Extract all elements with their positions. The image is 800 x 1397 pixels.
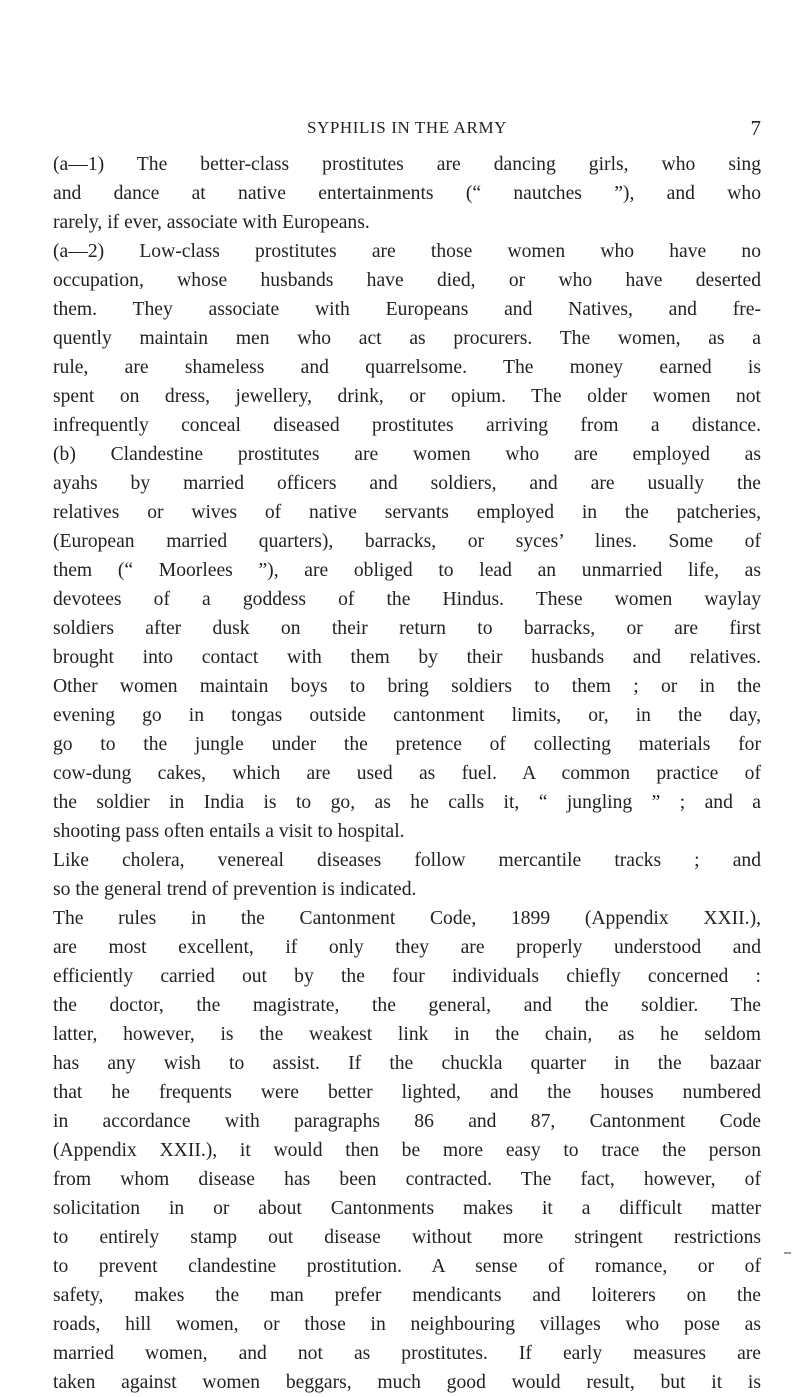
text-line: infrequently conceal diseased prostitutes arriving from a distance. bbox=[53, 415, 761, 436]
page-number: 7 bbox=[750, 116, 761, 140]
text-line: latter, however, is the weakest link in the chain, as he seldom bbox=[53, 1024, 761, 1045]
text-line: so the general trend of prevention is indicated. bbox=[53, 879, 417, 900]
text-line: to entirely stamp out disease without more stringent restrictions bbox=[53, 1227, 761, 1248]
text-line: spent on dress, jewellery, drink, or opium. The older women not bbox=[53, 386, 761, 407]
text-line: brought into contact with them by their husbands and relatives. bbox=[53, 647, 761, 668]
text-line: safety, makes the man prefer mendicants and loiterers on the bbox=[53, 1285, 761, 1306]
text-line: evening go in tongas outside cantonment limits, or, in the day, bbox=[53, 705, 761, 726]
book-page bbox=[53, 118, 761, 1397]
text-line: (Appendix XXII.), it would then be more easy to trace the person bbox=[53, 1140, 761, 1161]
text-line: taken against women beggars, much good would result, but it is bbox=[53, 1372, 761, 1393]
text-line: in accordance with paragraphs 86 and 87, Cantonment Code bbox=[53, 1111, 761, 1132]
text-line: cow-dung cakes, which are used as fuel. A common practice of bbox=[53, 763, 761, 784]
text-line: solicitation in or about Cantonments makes it a difficult matter bbox=[53, 1198, 761, 1219]
text-line: soldiers after dusk on their return to barracks, or are first bbox=[53, 618, 761, 639]
text-line: them. They associate with Europeans and Natives, and fre- bbox=[53, 299, 761, 320]
text-line: from whom disease has been contracted. The fact, however, of bbox=[53, 1169, 761, 1190]
scan-mark bbox=[784, 1252, 791, 1254]
text-line: occupation, whose husbands have died, or who have deserted bbox=[53, 270, 761, 291]
text-line: to prevent clandestine prostitution. A sense of romance, or of bbox=[53, 1256, 761, 1277]
text-line: ayahs by married officers and soldiers, and are usually the bbox=[53, 473, 761, 494]
text-line: (a—2) Low-class prostitutes are those women who have no bbox=[53, 241, 761, 262]
text-line: roads, hill women, or those in neighbouring villages who pose as bbox=[53, 1314, 761, 1335]
text-line: shooting pass often entails a visit to hospital. bbox=[53, 821, 405, 842]
text-line: Like cholera, venereal diseases follow mercantile tracks ; and bbox=[53, 850, 761, 871]
text-line: (b) Clandestine prostitutes are women who are employed as bbox=[53, 444, 761, 465]
text-line: quently maintain men who act as procurers. The women, as a bbox=[53, 328, 761, 349]
text-line: the doctor, the magistrate, the general, and the soldier. The bbox=[53, 995, 761, 1016]
text-line: married women, and not as prostitutes. If early measures are bbox=[53, 1343, 761, 1364]
text-line: them (“ Moorlees ”), are obliged to lead an unmarried life, as bbox=[53, 560, 761, 581]
text-line: has any wish to assist. If the chuckla quarter in the bazaar bbox=[53, 1053, 761, 1074]
text-line: devotees of a goddess of the Hindus. These women waylay bbox=[53, 589, 761, 610]
text-line: (a—1) The better-class prostitutes are dancing girls, who sing bbox=[53, 154, 761, 175]
text-line: that he frequents were better lighted, and the houses numbered bbox=[53, 1082, 761, 1103]
text-line: go to the jungle under the pretence of collecting materials for bbox=[53, 734, 761, 755]
text-line: rarely, if ever, associate with Europeans. bbox=[53, 212, 370, 233]
text-line: The rules in the Cantonment Code, 1899 (Appendix XXII.), bbox=[53, 908, 761, 929]
body-text bbox=[53, 150, 761, 1397]
text-line: relatives or wives of native servants employed in the patcheries, bbox=[53, 502, 761, 523]
text-line: efficiently carried out by the four individuals chiefly concerned : bbox=[53, 966, 761, 987]
text-line: rule, are shameless and quarrelsome. The money earned is bbox=[53, 357, 761, 378]
text-line: the soldier in India is to go, as he calls it, “ jungling ” ; and a bbox=[53, 792, 761, 813]
running-title: SYPHILIS IN THE ARMY bbox=[306, 118, 508, 137]
running-head bbox=[53, 118, 761, 142]
text-line: Other women maintain boys to bring soldiers to them ; or in the bbox=[53, 676, 761, 697]
text-line: are most excellent, if only they are properly understood and bbox=[53, 937, 761, 958]
text-line: (European married quarters), barracks, or syces’ lines. Some of bbox=[53, 531, 761, 552]
text-line: and dance at native entertainments (“ nautches ”), and who bbox=[53, 183, 761, 204]
